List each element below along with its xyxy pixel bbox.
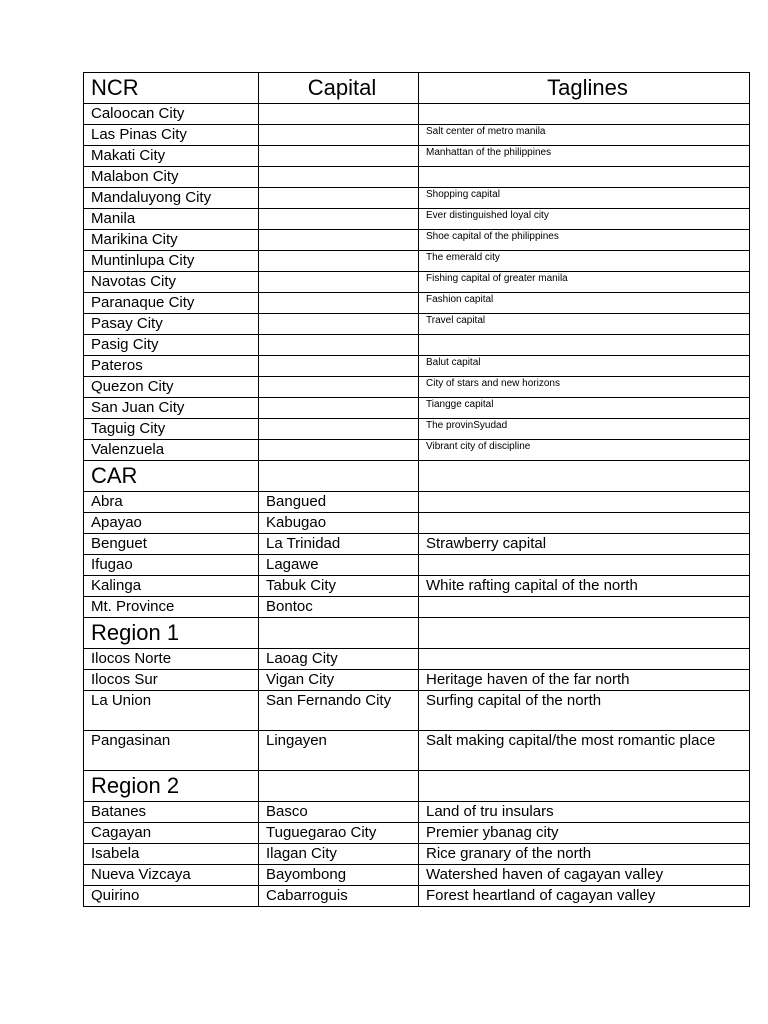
capital-cell: Cabarroguis bbox=[259, 886, 419, 907]
capital-cell bbox=[259, 146, 419, 167]
tagline-cell bbox=[419, 167, 750, 188]
place-cell: Ilocos Sur bbox=[84, 670, 259, 691]
tagline-cell: Strawberry capital bbox=[419, 534, 750, 555]
capital-cell: Vigan City bbox=[259, 670, 419, 691]
tagline-cell: Shopping capital bbox=[419, 188, 750, 209]
tagline-cell bbox=[419, 104, 750, 125]
empty-cell bbox=[419, 461, 750, 492]
section-heading-row bbox=[84, 771, 750, 802]
place-cell: Muntinlupa City bbox=[84, 251, 259, 272]
empty-cell bbox=[259, 771, 419, 802]
capital-cell bbox=[259, 356, 419, 377]
tagline-cell bbox=[419, 597, 750, 618]
place-cell: Marikina City bbox=[84, 230, 259, 251]
place-cell: Quezon City bbox=[84, 377, 259, 398]
empty-cell bbox=[419, 771, 750, 802]
table-row bbox=[84, 492, 750, 513]
capital-cell bbox=[259, 335, 419, 356]
place-cell: Nueva Vizcaya bbox=[84, 865, 259, 886]
table-row bbox=[84, 272, 750, 293]
section-heading: Region 2 bbox=[84, 771, 259, 802]
tagline-cell: Manhattan of the philippines bbox=[419, 146, 750, 167]
tagline-cell: City of stars and new horizons bbox=[419, 377, 750, 398]
capital-cell: Lingayen bbox=[259, 731, 419, 771]
capital-cell: Laoag City bbox=[259, 649, 419, 670]
table-row bbox=[84, 513, 750, 534]
place-cell: Pangasinan bbox=[84, 731, 259, 771]
place-cell: Taguig City bbox=[84, 419, 259, 440]
empty-cell bbox=[259, 461, 419, 492]
section-heading: Region 1 bbox=[84, 618, 259, 649]
table-row bbox=[84, 188, 750, 209]
table-row bbox=[84, 314, 750, 335]
table-row bbox=[84, 865, 750, 886]
table-row bbox=[84, 823, 750, 844]
header-taglines: Taglines bbox=[419, 73, 750, 104]
capital-cell bbox=[259, 167, 419, 188]
capital-cell: Tuguegarao City bbox=[259, 823, 419, 844]
capital-cell bbox=[259, 398, 419, 419]
place-cell: Makati City bbox=[84, 146, 259, 167]
capital-cell bbox=[259, 104, 419, 125]
header-region: NCR bbox=[84, 73, 259, 104]
table-row bbox=[84, 844, 750, 865]
place-cell: Benguet bbox=[84, 534, 259, 555]
tagline-cell bbox=[419, 492, 750, 513]
place-cell: Malabon City bbox=[84, 167, 259, 188]
place-cell: Ifugao bbox=[84, 555, 259, 576]
capital-cell: San Fernando City bbox=[259, 691, 419, 731]
section-heading: CAR bbox=[84, 461, 259, 492]
table-row bbox=[84, 731, 750, 771]
section-heading-row bbox=[84, 618, 750, 649]
capital-cell bbox=[259, 377, 419, 398]
capital-cell bbox=[259, 209, 419, 230]
place-cell: Las Pinas City bbox=[84, 125, 259, 146]
place-cell: Pasig City bbox=[84, 335, 259, 356]
table-row bbox=[84, 576, 750, 597]
place-cell: Cagayan bbox=[84, 823, 259, 844]
table-row bbox=[84, 146, 750, 167]
tagline-cell: Balut capital bbox=[419, 356, 750, 377]
capital-cell: Ilagan City bbox=[259, 844, 419, 865]
capital-cell bbox=[259, 125, 419, 146]
place-cell: Apayao bbox=[84, 513, 259, 534]
tagline-cell bbox=[419, 649, 750, 670]
tagline-cell: Tiangge capital bbox=[419, 398, 750, 419]
table-row bbox=[84, 377, 750, 398]
table-row bbox=[84, 534, 750, 555]
capital-cell bbox=[259, 419, 419, 440]
capital-cell bbox=[259, 230, 419, 251]
place-cell: Ilocos Norte bbox=[84, 649, 259, 670]
tagline-cell: Shoe capital of the philippines bbox=[419, 230, 750, 251]
tagline-cell: Rice granary of the north bbox=[419, 844, 750, 865]
tagline-cell: Surfing capital of the north bbox=[419, 691, 750, 731]
table-row bbox=[84, 398, 750, 419]
tagline-cell bbox=[419, 513, 750, 534]
tagline-cell: Premier ybanag city bbox=[419, 823, 750, 844]
capital-cell: Bangued bbox=[259, 492, 419, 513]
tagline-cell: The emerald city bbox=[419, 251, 750, 272]
place-cell: Valenzuela bbox=[84, 440, 259, 461]
table-row bbox=[84, 440, 750, 461]
place-cell: Quirino bbox=[84, 886, 259, 907]
table-row bbox=[84, 597, 750, 618]
capital-cell bbox=[259, 251, 419, 272]
tagline-cell: Ever distinguished loyal city bbox=[419, 209, 750, 230]
table-row bbox=[84, 691, 750, 731]
empty-cell bbox=[419, 618, 750, 649]
capital-cell bbox=[259, 440, 419, 461]
table-row bbox=[84, 649, 750, 670]
tagline-cell: Vibrant city of discipline bbox=[419, 440, 750, 461]
capital-cell bbox=[259, 272, 419, 293]
tagline-cell: Fashion capital bbox=[419, 293, 750, 314]
table-row bbox=[84, 670, 750, 691]
tagline-cell: Fishing capital of greater manila bbox=[419, 272, 750, 293]
empty-cell bbox=[259, 618, 419, 649]
header-capital: Capital bbox=[259, 73, 419, 104]
table-row bbox=[84, 886, 750, 907]
table-row bbox=[84, 104, 750, 125]
place-cell: Paranaque City bbox=[84, 293, 259, 314]
capital-cell: La Trinidad bbox=[259, 534, 419, 555]
table-row bbox=[84, 293, 750, 314]
tagline-cell: Heritage haven of the far north bbox=[419, 670, 750, 691]
regions-table-body bbox=[84, 73, 750, 907]
capital-cell: Bontoc bbox=[259, 597, 419, 618]
table-row bbox=[84, 125, 750, 146]
tagline-cell: Watershed haven of cagayan valley bbox=[419, 865, 750, 886]
table-row bbox=[84, 251, 750, 272]
capital-cell bbox=[259, 314, 419, 335]
table-row bbox=[84, 555, 750, 576]
capital-cell: Kabugao bbox=[259, 513, 419, 534]
table-row bbox=[84, 802, 750, 823]
section-heading-row bbox=[84, 461, 750, 492]
place-cell: Pateros bbox=[84, 356, 259, 377]
table-row bbox=[84, 335, 750, 356]
regions-table bbox=[83, 72, 750, 907]
capital-cell bbox=[259, 293, 419, 314]
capital-cell: Lagawe bbox=[259, 555, 419, 576]
tagline-cell: The provinSyudad bbox=[419, 419, 750, 440]
place-cell: Caloocan City bbox=[84, 104, 259, 125]
place-cell: Pasay City bbox=[84, 314, 259, 335]
place-cell: La Union bbox=[84, 691, 259, 731]
place-cell: Mandaluyong City bbox=[84, 188, 259, 209]
tagline-cell: Travel capital bbox=[419, 314, 750, 335]
table-row bbox=[84, 167, 750, 188]
capital-cell: Bayombong bbox=[259, 865, 419, 886]
place-cell: Abra bbox=[84, 492, 259, 513]
header-row bbox=[84, 73, 750, 104]
table-row bbox=[84, 356, 750, 377]
place-cell: Mt. Province bbox=[84, 597, 259, 618]
capital-cell: Tabuk City bbox=[259, 576, 419, 597]
place-cell: Navotas City bbox=[84, 272, 259, 293]
place-cell: Isabela bbox=[84, 844, 259, 865]
capital-cell: Basco bbox=[259, 802, 419, 823]
table-row bbox=[84, 209, 750, 230]
place-cell: Manila bbox=[84, 209, 259, 230]
table-row bbox=[84, 230, 750, 251]
tagline-cell bbox=[419, 555, 750, 576]
place-cell: San Juan City bbox=[84, 398, 259, 419]
place-cell: Batanes bbox=[84, 802, 259, 823]
tagline-cell bbox=[419, 335, 750, 356]
capital-cell bbox=[259, 188, 419, 209]
tagline-cell: Forest heartland of cagayan valley bbox=[419, 886, 750, 907]
tagline-cell: White rafting capital of the north bbox=[419, 576, 750, 597]
tagline-cell: Land of tru insulars bbox=[419, 802, 750, 823]
tagline-cell: Salt making capital/the most romantic place bbox=[419, 731, 750, 771]
place-cell: Kalinga bbox=[84, 576, 259, 597]
tagline-cell: Salt center of metro manila bbox=[419, 125, 750, 146]
table-row bbox=[84, 419, 750, 440]
